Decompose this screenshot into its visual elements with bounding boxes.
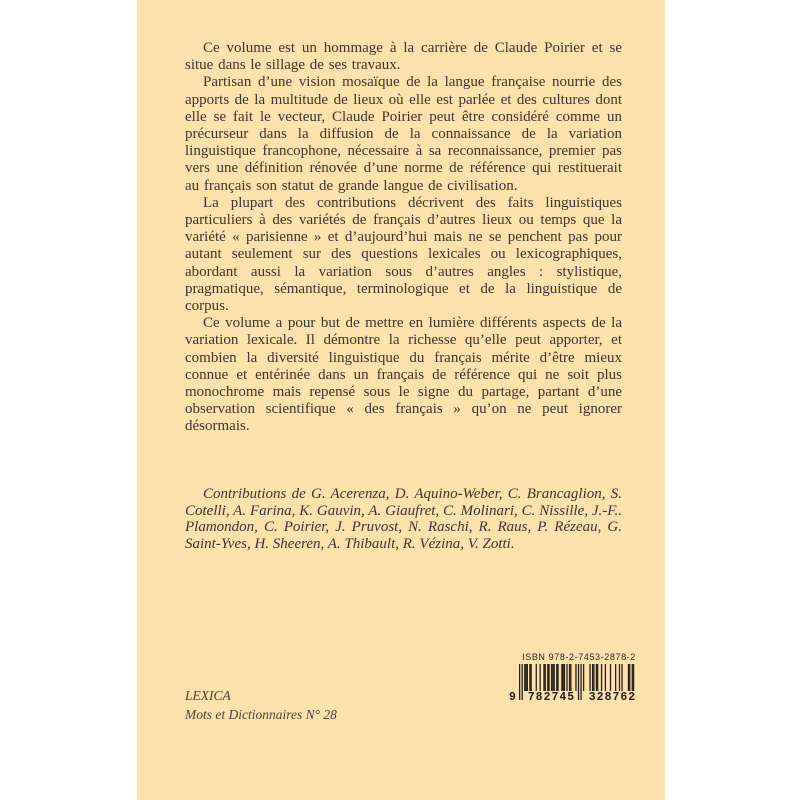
- ean-digit-group: 782745: [527, 691, 576, 704]
- ean13-bars: [509, 664, 649, 716]
- blurb-text-block: [185, 40, 622, 436]
- blurb-paragraph: Ce volume a pour but de mettre en lumière différents aspects de la variation lexicale. Il démontre la richesse qu’elle peut apporter, et combien la diversité linguistique du français mérite d’être mieux connue et entérinée dans un français de référence qui ne soit plus monochrome mais repensé sous le signe du partage, partant d’une observation scientifique « des français » qu’on ne peut ignorer désormais.: [185, 315, 622, 435]
- ean-digit-group: 328762: [588, 691, 637, 704]
- series-name: LEXICA: [185, 688, 231, 703]
- series-subtitle: Mots et Dictionnaires N° 28: [185, 707, 337, 722]
- blurb-paragraph: Ce volume est un hommage à la carrière de Claude Poirier et se situe dans le sillage de ses travaux.: [185, 40, 622, 74]
- ean-digit-group: 9: [509, 691, 517, 704]
- isbn-barcode: [509, 652, 649, 716]
- blurb-paragraph: La plupart des contributions décrivent des faits linguistiques particuliers à des variétés de français d’autres lieux ou temps que la variété « parisienne » et d’aujourd’hui mais ne se penchent pas pour autant seulement sur des questions lexicales ou lexicographiques, abordant aussi la variation sous d’autres angles : stylistique, pragmatique, sémantique, terminologique et de la linguistique de corpus.: [185, 194, 622, 315]
- series-imprint: [185, 686, 337, 724]
- blurb-paragraph: Partisan d’une vision mosaïque de la langue française nourrie des apports de la multitude de lieux où elle est parlée et des cultures dont elle se fait le vecteur, Claude Poirier peut être considéré comme un précurseur dans la diffusion de la connaissance de la variation linguistique francophone, nécessaire à sa reconnaissance, premier pas vers une définition rénovée d’une norme de référence qui restituerait au français son statut de grande langue de civilisation.: [185, 74, 622, 194]
- contributors-text: Contributions de G. Acerenza, D. Aquino-Weber, C. Brancaglion, S. Cotelli, A. Farina, K. Gauvin, A. Giaufret, C. Molinari, C. Nissille, J.-F.. Plamondon, C. Poirier, J. Pruvost, N. Raschi, R. Raus, P. Rézeau, G. Saint-Yves, H. Sheeren, A. Thibault, R. Vézina, V. Zotti.: [185, 486, 622, 552]
- book-back-cover: [137, 0, 665, 800]
- contributors-block: [185, 486, 622, 552]
- isbn-number-label: ISBN 978-2-7453-2878-2: [522, 652, 636, 662]
